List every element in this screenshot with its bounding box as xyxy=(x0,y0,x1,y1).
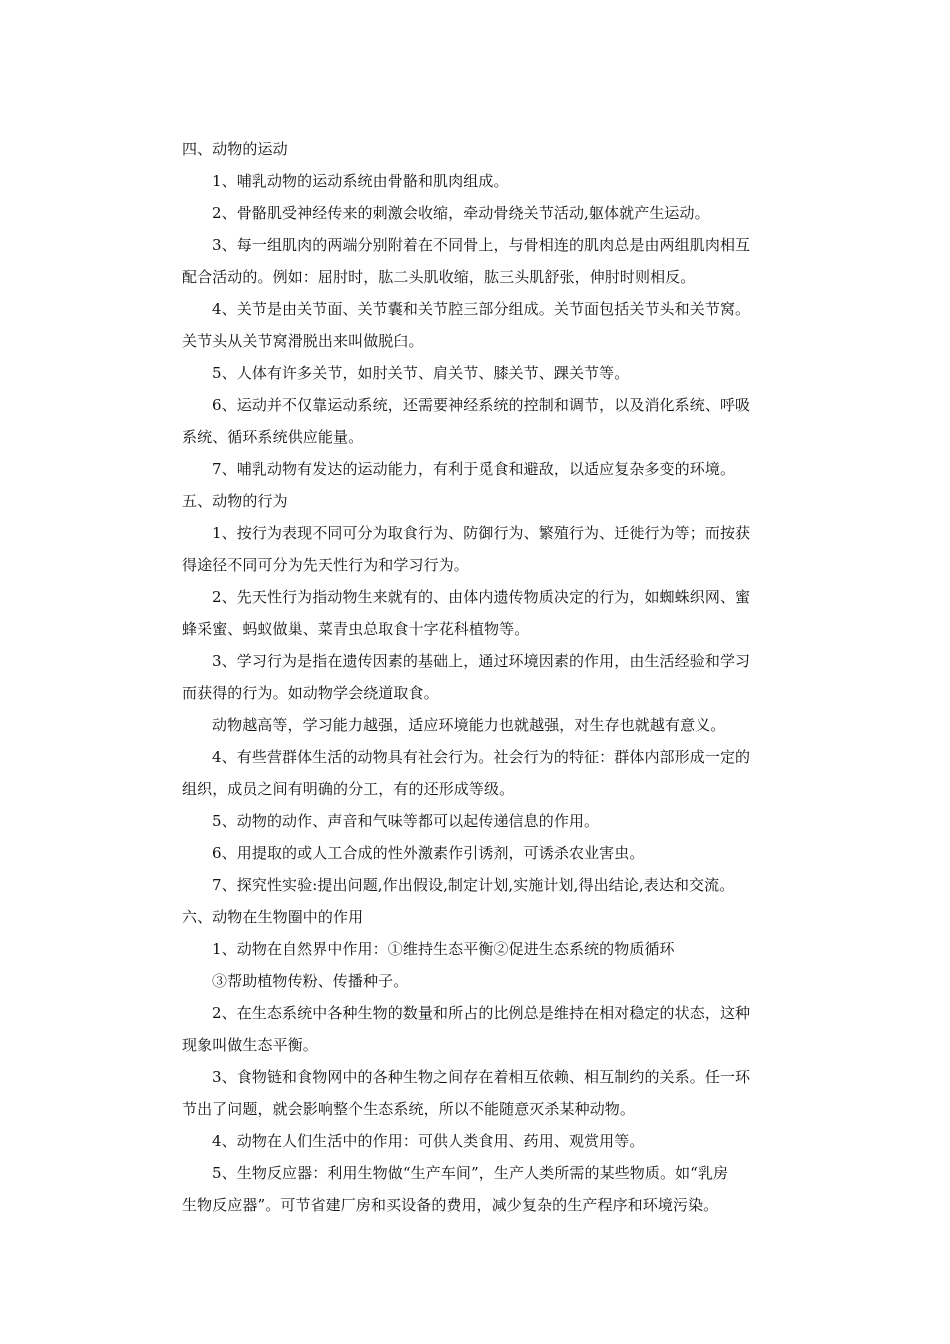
paragraph-line: 4、动物在人们生活中的作用：可供人类食用、药用、观赏用等。 xyxy=(212,1132,645,1150)
paragraph-line: 2、骨骼肌受神经传来的刺激会收缩，牵动骨绕关节活动,躯体就产生运动。 xyxy=(212,204,710,222)
paragraph-line: 3、学习行为是指在遗传因素的基础上，通过环境因素的作用，由生活经验和学习 xyxy=(212,652,751,670)
paragraph-line: 5、动物的动作、声音和气味等都可以起传递信息的作用。 xyxy=(212,812,600,830)
section-heading: 六、动物在生物圈中的作用 xyxy=(182,908,364,926)
paragraph-line: 7、哺乳动物有发达的运动能力，有利于觅食和避敌，以适应复杂多变的环境。 xyxy=(212,460,736,478)
paragraph-line: 5、生物反应器：利用生物做“生产车间”，生产人类所需的某些物质。如“乳房 xyxy=(212,1164,729,1182)
paragraph-line: 1、动物在自然界中作用：①维持生态平衡②促进生态系统的物质循环 xyxy=(212,940,675,958)
section-heading: 五、动物的行为 xyxy=(182,492,288,510)
paragraph-line: 得途径不同可分为先天性行为和学习行为。 xyxy=(182,556,469,574)
paragraph-line: 2、先天性行为指动物生来就有的、由体内遗传物质决定的行为，如蜘蛛织网、蜜 xyxy=(212,588,751,606)
paragraph-line: 系统、循环系统供应能量。 xyxy=(182,428,364,446)
paragraph-line: 节出了问题，就会影响整个生态系统，所以不能随意灭杀某种动物。 xyxy=(182,1100,636,1118)
document-page xyxy=(182,133,822,1221)
paragraph-line: 现象叫做生态平衡。 xyxy=(182,1036,318,1054)
paragraph-line: 而获得的行为。如动物学会绕道取食。 xyxy=(182,684,439,702)
paragraph-line: 3、食物链和食物网中的各种生物之间存在着相互依赖、相互制约的关系。任一环 xyxy=(212,1068,751,1086)
paragraph-line: 配合活动的。例如：屈肘时，肱二头肌收缩，肱三头肌舒张，伸肘时则相反。 xyxy=(182,268,696,286)
section-heading: 四、动物的运动 xyxy=(182,140,288,158)
paragraph-line: 动物越高等，学习能力越强，适应环境能力也就越强，对生存也就越有意义。 xyxy=(212,716,726,734)
paragraph-line: 4、关节是由关节面、关节囊和关节腔三部分组成。关节面包括关节头和关节窝。 xyxy=(212,300,751,318)
paragraph-line: 1、哺乳动物的运动系统由骨骼和肌肉组成。 xyxy=(212,172,509,190)
paragraph-line: 蜂采蜜、蚂蚁做巢、菜青虫总取食十字花科植物等。 xyxy=(182,620,530,638)
paragraph-line: 7、探究性实验:提出问题,作出假设,制定计划,实施计划,得出结论,表达和交流。 xyxy=(212,876,735,894)
paragraph-line: 5、人体有许多关节，如肘关节、肩关节、膝关节、踝关节等。 xyxy=(212,364,630,382)
paragraph-line: 组织，成员之间有明确的分工，有的还形成等级。 xyxy=(182,780,515,798)
paragraph-line: 2、在生态系统中各种生物的数量和所占的比例总是维持在相对稳定的状态，这种 xyxy=(212,1004,751,1022)
paragraph-line: 关节头从关节窝滑脱出来叫做脱臼。 xyxy=(182,332,424,350)
paragraph-line: 6、用提取的或人工合成的性外激素作引诱剂，可诱杀农业害虫。 xyxy=(212,844,645,862)
paragraph-line: ③帮助植物传粉、传播种子。 xyxy=(212,972,409,990)
paragraph-line: 4、有些营群体生活的动物具有社会行为。社会行为的特征：群体内部形成一定的 xyxy=(212,748,751,766)
paragraph-line: 6、运动并不仅靠运动系统，还需要神经系统的控制和调节，以及消化系统、呼吸 xyxy=(212,396,751,414)
paragraph-line: 1、按行为表现不同可分为取食行为、防御行为、繁殖行为、迁徙行为等；而按获 xyxy=(212,524,751,542)
paragraph-line: 生物反应器”。可节省建厂房和买设备的费用，减少复杂的生产程序和环境污染。 xyxy=(182,1196,719,1214)
paragraph-line: 3、每一组肌肉的两端分别附着在不同骨上，与骨相连的肌肉总是由两组肌肉相互 xyxy=(212,236,751,254)
